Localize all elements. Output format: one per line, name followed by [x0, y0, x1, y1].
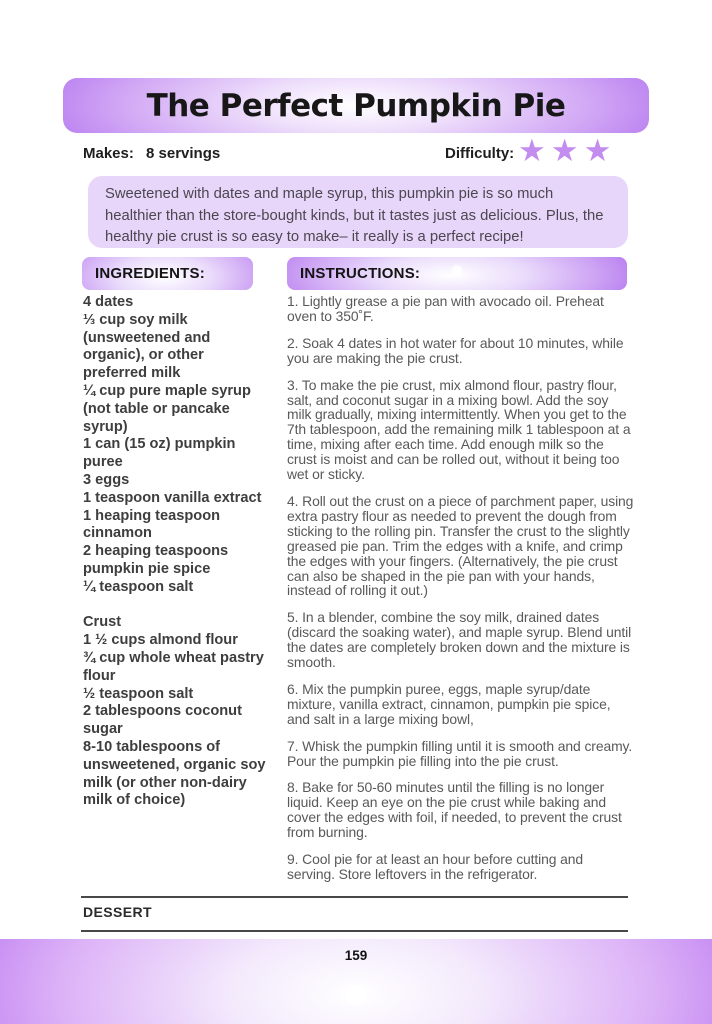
- ingredients-list: [83, 294, 270, 810]
- instructions-header: [287, 257, 627, 290]
- ingredient-item: 4 dates: [83, 294, 134, 310]
- difficulty-label: Difficulty:: [445, 145, 515, 162]
- ingredient-item: 1 teaspoon vanilla extract: [83, 489, 262, 506]
- ingredient-item: ½ teaspoon salt: [83, 685, 194, 702]
- ingredient-item: ¼ cup pure maple syrup (not table or pancake syrup): [83, 382, 251, 435]
- ingredient-item: 2 heaping teaspoons pumpkin pie spice: [83, 543, 229, 577]
- instruction-step: 8. Bake for 50-60 minutes until the filling is no longer liquid. Keep an eye on the pie crust while baking and cover the edges with foil, if needed, to prevent the crust from burning.: [287, 779, 622, 841]
- crust-ingredients-list: [83, 632, 270, 810]
- instruction-step: 6. Mix the pumpkin puree, eggs, maple syrup/date mixture, vanilla extract, cinnamon, pumpkin pie spice, and salt in a large mixing bowl,: [287, 680, 611, 727]
- recipe-description-box: [88, 176, 628, 248]
- instruction-step: 1. Lightly grease a pie pan with avocado oil. Preheat oven to 350˚F.: [287, 293, 604, 324]
- instruction-step: 7. Whisk the pumpkin filling until it is smooth and creamy. Pour the pumpkin pie filling into the pie crust.: [287, 737, 633, 769]
- star-icon: ★: [550, 133, 584, 168]
- star-icon: ★: [583, 133, 617, 168]
- instructions-header-label: INSTRUCTIONS:: [300, 265, 421, 282]
- ingredient-item: 1 can (15 oz) pumpkin puree: [83, 436, 236, 471]
- ingredient-item: 8-10 tablespoons of unsweetened, organic soy milk (or other non-dairy milk of choice): [83, 738, 266, 809]
- instruction-step: 2. Soak 4 dates in hot water for about 10 minutes, while you are making the pie crust.: [287, 334, 624, 366]
- divider-line: [81, 930, 628, 932]
- ingredient-item: 1 heaping teaspoon cinnamon: [83, 507, 221, 542]
- difficulty-stars: [518, 133, 616, 169]
- divider-line: [81, 896, 628, 898]
- ingredient-item: 3 eggs: [83, 471, 130, 488]
- ingredient-item: ¼ teaspoon salt: [83, 578, 194, 595]
- crust-section: [83, 614, 270, 810]
- ingredients-header: [82, 257, 253, 290]
- footer-band: [0, 939, 712, 1024]
- page-title: The Perfect Pumpkin Pie: [146, 87, 566, 124]
- instruction-step: 5. In a blender, combine the soy milk, drained dates (discard the soaking water), and maple syrup. Blend until the dates are completely broken down and the mixture is smooth.: [287, 609, 632, 671]
- ingredient-item: 2 tablespoons coconut sugar: [83, 703, 242, 738]
- ingredient-item: ⅓ cup soy milk (unsweetened and organic), or other preferred milk: [83, 311, 211, 382]
- title-banner: [63, 78, 649, 133]
- instruction-step: 4. Roll out the crust on a piece of parchment paper, using extra pastry flour as needed to prevent the dough from sticking to the rolling pin. Transfer the crust to the slightly greased pie pan. Trim the edges with a knife, and crimp the edges with your fingers. (Alternatively, the pie crust can also be shaped in the pie pan with your hands, instead of rolling it out.): [287, 492, 634, 599]
- instruction-step: 9. Cool pie for at least an hour before cutting and serving. Store leftovers in the refrigerator.: [287, 851, 584, 882]
- ingredients-header-label: INGREDIENTS:: [95, 265, 205, 282]
- ingredient-item: 1 ½ cups almond flour: [83, 632, 238, 649]
- makes-label: Makes:: [83, 145, 134, 162]
- instructions-list: [287, 294, 634, 894]
- recipe-description: Sweetened with dates and maple syrup, this pumpkin pie is so much healthier than the store-bought kinds, but it tastes just as delicious. Plus, the healthy pie crust is so easy to make– it really is a perfect recipe!: [105, 186, 604, 246]
- crust-header: Crust: [83, 614, 122, 631]
- meta-row: [0, 133, 712, 171]
- page-number: 159: [344, 948, 368, 963]
- makes-value: 8 servings: [146, 145, 221, 162]
- category-label: DESSERT: [83, 904, 152, 920]
- instruction-step: 3. To make the pie crust, mix almond flour, pastry flour, salt, and coconut sugar in a mixing bowl. Add the soy milk gradually, mixing intermittently. When you get to the 7th tablespoon, add the remaining milk 1 tablespoon at a time, mixing after each time. Add enough milk so the crust is moist and can be rolled out, without it being too wet or sticky.: [287, 376, 631, 483]
- ingredients-main-list: [83, 294, 270, 597]
- ingredient-item: ¾ cup whole wheat pastry flour: [83, 649, 264, 684]
- star-icon: ★: [518, 133, 551, 168]
